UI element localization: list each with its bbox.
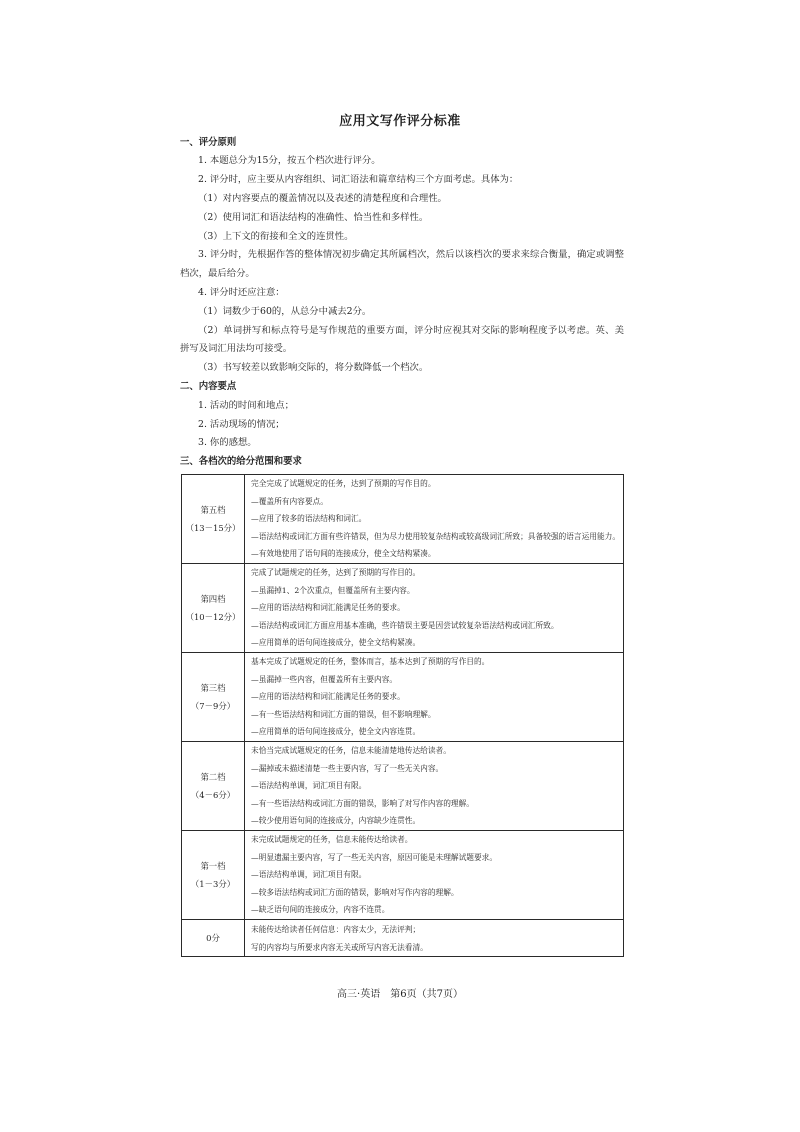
principle-subitem: （2）使用词汇和语法结构的准确性、恰当性和多样性。 <box>198 211 429 223</box>
section-heading-content-points: 二、内容要点 <box>180 380 237 392</box>
level-name: 第五档 <box>200 505 226 515</box>
level-range: （4－6分） <box>190 789 236 800</box>
requirement-cell <box>245 830 624 919</box>
requirement-line: 未恰当完成试题规定的任务，信息未能清楚地传达给读者。 <box>251 745 451 755</box>
principle-item: 3. 评分时，先根据作答的整体情况初步确定其所属档次，然后以该档次的要求来综合衡量，确定或调整档次，最后给分。 <box>180 249 624 280</box>
principle-item: 4. 评分时还应注意： <box>198 286 285 298</box>
requirement-cell <box>245 919 624 956</box>
requirement-line: —语法结构或词汇方面应用基本准确，些许错误主要是因尝试较复杂语法结构或词汇所致。 <box>251 620 559 630</box>
principle-subitem: （1）对内容要点的覆盖情况以及表述的清楚程度和合理性。 <box>198 192 447 204</box>
requirement-line: 完成了试题规定的任务，达到了预期的写作目的。 <box>251 568 421 577</box>
section-heading-score-levels: 三、各档次的给分范围和要求 <box>180 456 302 468</box>
requirement-cell <box>245 653 624 742</box>
principle-subitem: （3）上下文的衔接和全文的连贯性。 <box>198 230 354 242</box>
requirement-line: —有效地使用了语句间的连接成分，使全文结构紧凑。 <box>251 549 436 559</box>
principle-item: 2. 评分时，应主要从内容组织、词汇语法和篇章结构三个方面考虑。具体为： <box>198 174 519 186</box>
requirement-line: —明显遗漏主要内容，写了一些无关内容，原因可能是未理解试题要求。 <box>251 852 498 862</box>
footer-page-number: 第6页（共7页） <box>390 989 463 1000</box>
page-footer <box>0 985 800 1005</box>
requirement-line: —较多语法结构或词汇方面的错误，影响对写作内容的理解。 <box>251 887 459 897</box>
level-name: 第一档 <box>200 860 226 871</box>
table-row <box>182 653 624 742</box>
principle-subitem: （1）词数少于60的，从总分中减去2分。 <box>198 305 372 317</box>
content-point-item: 3. 你的感想。 <box>198 437 257 449</box>
level-range: （7－9分） <box>190 700 236 711</box>
level-name: 0分 <box>206 933 220 943</box>
document-body <box>180 134 624 472</box>
level-range: （1－3分） <box>190 878 236 889</box>
requirement-line: —应用了较多的语法结构和词汇。 <box>251 514 367 524</box>
requirement-line: —有一些语法结构和词汇方面的错误，但不影响理解。 <box>251 709 436 719</box>
page-title: 应用文写作评分标准 <box>339 114 461 129</box>
requirement-line: —覆盖所有内容要点。 <box>251 496 328 506</box>
principle-subitem: （2）单词拼写和标点符号是写作规范的重要方面，评分时应视其对交际的影响程度予以考虑。英、美拼写及词汇用法均可接受。 <box>180 324 624 355</box>
level-cell <box>182 653 245 742</box>
requirement-line: —应用的语法结构和词汇能满足任务的要求。 <box>251 692 405 702</box>
principle-subitem: （3）书写较差以致影响交际的，将分数降低一个档次。 <box>198 362 429 374</box>
requirement-line: 完全完成了试题规定的任务，达到了预期的写作目的。 <box>251 479 436 488</box>
requirement-line: 基本完成了试题规定的任务，整体而言，基本达到了预期的写作目的。 <box>251 657 490 666</box>
grading-table <box>181 474 624 957</box>
level-range: （10－12分） <box>185 612 241 622</box>
requirement-line: —应用简单的语句间连接成分，使全文内容连贯。 <box>251 727 421 737</box>
requirement-line: —有一些语法结构或词汇方面的错误，影响了对写作内容的理解。 <box>251 798 474 808</box>
level-name: 第四档 <box>200 594 226 604</box>
requirement-line: —语法结构单调，词汇项目有限。 <box>251 781 367 791</box>
requirement-line: —语法结构单调，词汇项目有限。 <box>251 870 367 880</box>
requirement-line: 未完成试题规定的任务，信息未能传达给读者。 <box>251 834 413 844</box>
level-range: （13－15分） <box>185 523 241 533</box>
requirement-line: —缺乏语句间的连接成分，内容不连贯。 <box>251 905 390 915</box>
content-point-item: 2. 活动现场的情况； <box>198 418 285 430</box>
table-row <box>182 919 624 956</box>
level-cell <box>182 919 245 956</box>
table-row <box>182 830 624 919</box>
requirement-line: —较少使用语句间的连接成分，内容缺少连贯性。 <box>251 816 421 826</box>
requirement-line: —虽漏掉一些内容，但覆盖所有主要内容。 <box>251 674 398 684</box>
level-cell <box>182 475 245 564</box>
table-row <box>182 475 624 564</box>
requirement-line: —虽漏掉1、2个次重点，但覆盖所有主要内容。 <box>251 585 415 595</box>
section-heading-principles: 一、评分原则 <box>180 136 237 148</box>
requirement-line: —语法结构或词汇方面有些许错误，但为尽力使用较复杂结构或较高级词汇所致；具备较强的语言运用能力。 <box>251 531 621 541</box>
requirement-cell <box>245 475 624 564</box>
level-cell <box>182 830 245 919</box>
requirement-line: 写的内容均与所要求内容无关或所写内容无法看清。 <box>251 942 428 952</box>
requirement-line: 未能传达给读者任何信息：内容太少，无法评判； <box>251 924 421 934</box>
level-cell <box>182 564 245 653</box>
level-name: 第三档 <box>200 682 226 693</box>
requirement-line: —应用简单的语句间连接成分，使全文结构紧凑。 <box>251 638 421 648</box>
requirement-line: —应用的语法结构和词汇能满足任务的要求。 <box>251 603 405 613</box>
requirement-cell <box>245 564 624 653</box>
level-name: 第二档 <box>200 771 226 782</box>
level-cell <box>182 741 245 830</box>
requirement-cell <box>245 741 624 830</box>
table-row <box>182 741 624 830</box>
footer-subject: 高三·英语 <box>337 989 381 1000</box>
table-row <box>182 564 624 653</box>
requirement-line: —漏掉或未描述清楚一些主要内容，写了一些无关内容。 <box>251 763 444 773</box>
principle-item: 1. 本题总分为15分，按五个档次进行评分。 <box>198 155 381 167</box>
content-point-item: 1. 活动的时间和地点； <box>198 399 294 411</box>
